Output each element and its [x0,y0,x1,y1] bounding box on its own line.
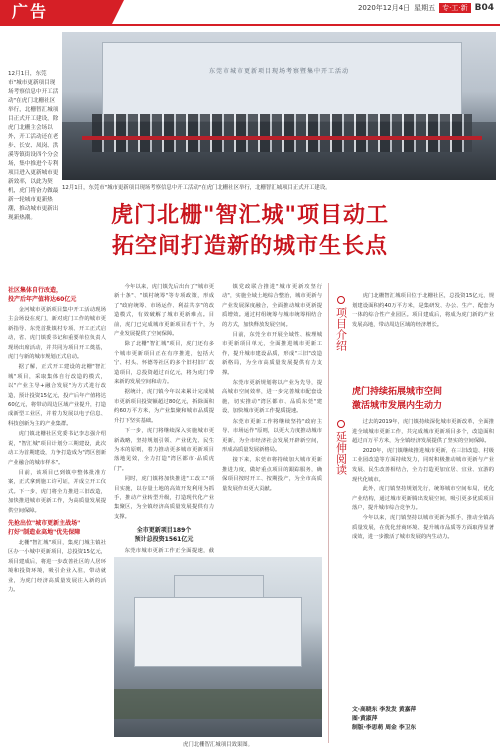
column-divider [328,283,329,743]
circle-icon [337,420,345,428]
trees [114,689,322,719]
sidebar-label-text: 项目介绍 [334,307,348,351]
photo-side-caption: 12月1日，东莞市"城市更新项目现场考察信息中开工活动"在虎门北栅社区举行，北栅智汇城项目正式开工建设，除虎门北栅主会场以外，开工活动还在老步、长安、凤岗、洪溪等镇街设四个分会场，集中推进个专利项目进入更新城市更新效率，以此为契机，虎门将奋力做最新一轮城市更新热潮，推动城市更新出现新热潮。 [8,71,59,221]
circle-icon [337,296,345,304]
article-column-2 [114,283,214,595]
paragraph: 除了北栅"智汇城"项目，虎门还有多个城市更新项目正在有序推进，包括大宁、村头、怀德等社区的多个旧村旧厂改造项目，总投资超过百亿元，将为虎门带来新的发展空间和动力。 [114,341,214,386]
issue-meta [358,3,494,13]
sidebar-body [352,418,494,543]
sidebar-label-reading [334,420,348,475]
paragraph: 今年以来，虎门镇先后出台了"城市更新十条"、"镇村统筹"等专项政策，形成了"政府统筹、市场运作、利益共享"的改造模式，有效破解了城市更新难点。目前，虎门已完成城市更新项目若干个，为产业发展提供了空间保障。 [114,284,214,338]
sidebar-intro [352,292,494,330]
paragraph: 下一步，虎门将继续深入实施城市更新战略，坚持规划引领、产业优先、民生为本的原则，着力推动更多城市更新项目落地见效，全力打造"湾区都市·品质虎门"。 [114,428,214,472]
paragraph: 据统计，虎门镇今年以来累计完成城市更新项目投资额超过80亿元，拆除面积约60万平方米，为产业集聚和城市品质提升打下坚实基础。 [114,389,214,424]
backdrop-text: 东莞市城市更新项目现场考察暨集中开工活动 [208,68,349,75]
sidebar-label-text: 延伸阅读 [334,431,348,475]
sidebar-heading: 虎门持续拓展城市空间 激活城市发展内生动力 [352,387,443,411]
credits-writers: 文·高晓东 李发发 黄嘉萍 [352,707,417,713]
paragraph: 据了解，正式开工建设的北栅"智汇城"项目，采取集体自行改造的模式，以"产业主导+融合发展"为方式进行改造，预计投资15亿元，投产后年产值将达60亿元，将带动周边区域产业提升，打造成新型工业区，并着力发展以电子信息、科技创新为主的产业集群。 [8,364,106,427]
credits-photo: 图·黄淑萍 [352,716,378,722]
paragraph: 同时，虎门镇将加快推进"工改工"项目实施，以存量土地的高效开发利用为抓手，推动产业转型升级，打造现代化产业集聚区，为全镇经济高质量发展提供有力支撑。 [114,476,214,520]
issue-date: 2020年12月4日 [357,4,411,12]
headline-line-2: 拓空间打造新的城市生长点 [111,233,388,259]
headline-line-1: 虎门北栅"智汇城"项目动工 [111,202,389,228]
paragraph: 今年以来，虎门镇坚持以城市更新为抓手，推动全镇高质量发展，在优化营商环境、提升城市品质等方面取得显著成效，进一步激活了城市发展的内生动力。 [352,514,494,541]
credits [352,706,494,733]
crowd [92,114,472,152]
section-title: 广告 [0,0,112,24]
ceremony-photo [62,32,496,180]
article-column-3 [222,283,322,495]
building [134,597,302,667]
column-2-subhead: 全市更新项目189个 预计总投资1561亿元 [134,527,194,544]
rendering-caption: 虎门北栅智汇城项目效果图。 [182,742,254,748]
paragraph: 2020年，虎门镇继续推进城市更新，在三旧改造、村级工业园改造等方面持续发力，同时积极推动城市更新与产业发展、民生改善相结合，全力打造更加宜居、宜业、宜游的现代化城市。 [352,447,494,483]
article-column-1 [8,283,106,596]
stage-backdrop [102,42,462,122]
headline [0,200,500,262]
paragraph: 目前，东莞全市开展全域性、梳理城市更新项目单元，全面推进城市更新工作，提升城市建设品质，形成"三旧"改造新格局，为全市高质量发展提供有力支撑。 [222,332,322,376]
rendering-image [114,557,322,737]
paragraph: 此外，虎门镇坚持规划先行，统筹城市空间布局，优化产业结构，通过城市更新腾出发展空间，吸引更多优质项目落户，提升城市综合竞争力。 [352,486,494,512]
paragraph: 东莞市更新工作将继续坚持"政府主导、市场运作"原则，以更大力度推动城市更新，为全市经济社会发展开辟新空间，形成高质量发展新格局。 [222,418,322,453]
paragraph: 虎门镇北栅社区党委书记李志强介绍说，"智汇城"项目计划分三期建设，此次动工为首期建设，力争打造成为"湾区创新产业融合的城市样本"。 [8,431,106,466]
column-1-subhead: 社区集体自行改造， 投产后年产值将达60亿元 [8,287,77,303]
issue-weekday: 星期五 [414,4,436,12]
paragraph: 东莞市城市更新工作正全面提速，截 [124,548,214,555]
column-1-subhead-2: 先抢出位"城市更新主战场" 打好"制造业高地"优先保障 [8,519,81,536]
paragraph: 过去的2019年，虎门镇持续深化城市更新改革，全面推进全域城市更新工作，共完成城市更新项目多个，改造面积超过百万平方米，为全镇经济发展提供了坚实的空间保障。 [352,419,494,445]
credits-layout: 制版·李思萌 周金 李卫东 [352,725,417,731]
page-header [0,0,500,28]
header-rule [0,24,500,26]
paragraph: 接下来，东莞市将持续加大城市更新推进力度，做好重点项目的跟踪服务，确保项目按时开工、按期投产，为全市高质量发展作出更大贡献。 [222,457,322,492]
ribbon [82,136,482,140]
photo-caption: 12月1日，东莞市"城市更新项目现场考察信息中开工活动"在虎门北栅社区举行，北栅智汇城项目正式开工建设。 [62,185,331,191]
paragraph: 东莞市更新规划将以产业为先导，提高城市空间效率，进一步完善城市配套设施，切实推动"湾区都市、品质东莞"建设，加快城市更新工作提质提速。 [222,380,322,415]
paragraph: 金河城市更新项目集中开工活动现场主会场设在虎门，新对虎门工作的城市更新指导、东莞首批镇村专项、开工正式启动，省、虎门镇委书记和重要单位负责人现场出席活动，并共同为项目开工奠基，虎门与新的城市规划正式启动。 [8,307,106,361]
paragraph: 镇党政联合推进"城市更新攻坚行动"，实施全域土地综合整治，城市更新与产业发展深度融合，全面推动城市更新提质增效。通过村组统筹与城市统筹相结合的方式，加快释放发展空间。 [222,284,322,328]
paragraph: 北栅"智汇城"项目，集虎门城主镇社区办一小城中更新项目，总投资15亿元，项目建成后，将进一步改善社区的人居环境和投资环境，吸引企业入驻，带动就业，为虎门经济高质量发展注入新的活力。 [8,539,106,593]
section-tag: 专·工·新 [439,3,470,13]
page-number: B04 [474,3,494,13]
sidebar-label-intro [334,296,348,351]
paragraph: 目前，该项目已到镇中整体批准方案，正式拿到施工许可证，并成立开工仪式。下一步，虎门将全力推进三旧改造，加快推进城市更新工作，为高质量发展提供空间保障。 [8,469,106,514]
paragraph: 虎门北栅智汇城项目位于北栅社区，总投资15亿元，规划建设面积约40万平方米，是集研发、办公、生产、配套为一体的综合性产业园区。项目建成后，将成为虎门新的产业发展高地，带动周边区域的经济增长。 [352,293,494,328]
